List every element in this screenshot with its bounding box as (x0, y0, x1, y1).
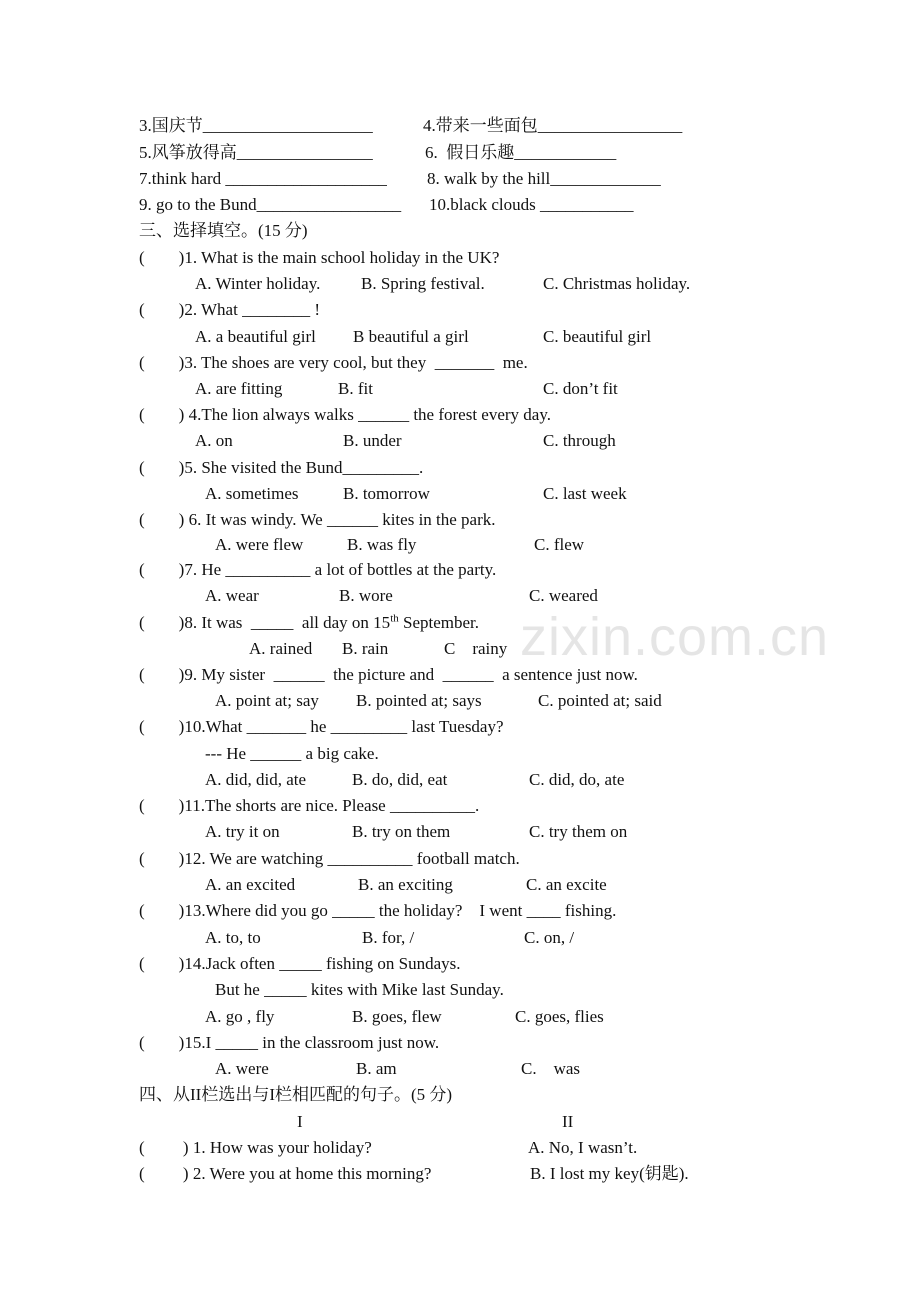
q2-stem: ( )2. What ________ ! (139, 300, 320, 319)
match-item-1: ( ) 1. How was your holiday? (139, 1138, 372, 1157)
q14-stem: ( )14.Jack often _____ fishing on Sundays. (139, 954, 461, 973)
q7-option-c: C. weared (529, 586, 598, 605)
match-item-2: ( ) 2. Were you at home this morning? (139, 1164, 432, 1183)
watermark: zixin.com.cn (520, 607, 830, 667)
q5-option-a: A. sometimes (205, 484, 299, 503)
q12-option-b: B. an exciting (358, 875, 453, 894)
q10-stem-2: --- He ______ a big cake. (205, 744, 379, 763)
q11-stem: ( )11.The shorts are nice. Please __________. (139, 796, 480, 815)
q6-option-a: A. were flew (215, 535, 304, 554)
q11-option-c: C. try them on (529, 822, 628, 841)
q8-stem (139, 613, 479, 633)
q6-option-c: C. flew (534, 535, 585, 554)
q15-option-b: B. am (356, 1059, 397, 1078)
q14-option-a: A. go , fly (205, 1007, 275, 1026)
q4-option-a: A. on (195, 431, 233, 450)
q3-option-a: A. are fitting (195, 379, 283, 398)
q3-stem: ( )3. The shoes are very cool, but they _______ me. (139, 353, 528, 372)
vocab-6: 6. 假日乐趣____________ (425, 143, 617, 162)
q8-option-b: B. rain (342, 639, 389, 658)
q8-option-c: C rainy (444, 639, 508, 658)
q1-option-b: B. Spring festival. (361, 274, 485, 293)
q11-option-b: B. try on them (352, 822, 451, 841)
vocab-3: 3.国庆节____________________ (139, 116, 373, 135)
q4-option-b: B. under (343, 431, 402, 450)
vocab-9: 9. go to the Bund_________________ (139, 195, 402, 214)
match-answer-a: A. No, I wasn’t. (528, 1138, 638, 1157)
q12-option-a: A. an excited (205, 875, 296, 894)
q2-option-a: A. a beautiful girl (195, 327, 316, 346)
q5-option-b: B. tomorrow (343, 484, 430, 503)
vocab-4: 4.带来一些面包_________________ (423, 116, 683, 135)
q10-stem: ( )10.What _______ he _________ last Tuesday? (139, 717, 504, 736)
q15-option-c: C. was (521, 1059, 581, 1078)
q14-option-c: C. goes, flies (515, 1007, 604, 1026)
q15-option-a: A. were (215, 1059, 269, 1078)
q8-stem-tail: September. (398, 613, 480, 632)
q10-option-c: C. did, do, ate (529, 770, 625, 789)
q8-stem-superscript: th (390, 612, 399, 625)
q3-option-c: C. don’t fit (543, 379, 618, 398)
q15-stem: ( )15.I _____ in the classroom just now. (139, 1033, 440, 1052)
q7-stem: ( )7. He __________ a lot of bottles at the party. (139, 560, 497, 579)
column-i-header: I (297, 1112, 303, 1131)
q8-option-a: A. rained (249, 639, 313, 658)
vocab-5: 5.风筝放得高________________ (139, 143, 373, 162)
q4-option-c: C. through (543, 431, 616, 450)
q1-option-a: A. Winter holiday. (195, 274, 321, 293)
q9-option-a: A. point at; say (215, 691, 319, 710)
q12-stem: ( )12. We are watching __________ football match. (139, 849, 520, 868)
q14-stem-2: But he _____ kites with Mike last Sunday. (215, 980, 504, 999)
vocab-7: 7.think hard ___________________ (139, 169, 387, 188)
q13-stem: ( )13.Where did you go _____ the holiday? I went ____ fishing. (139, 901, 617, 920)
q13-option-a: A. to, to (205, 928, 261, 947)
match-answer-b: B. I lost my key(钥匙). (530, 1164, 689, 1183)
vocab-10: 10.black clouds ___________ (429, 195, 634, 214)
q7-option-b: B. wore (339, 586, 393, 605)
q3-option-b: B. fit (338, 379, 373, 398)
q6-stem: ( ) 6. It was windy. We ______ kites in the park. (139, 510, 496, 529)
vocab-8: 8. walk by the hill_____________ (427, 169, 661, 188)
column-ii-header: II (562, 1112, 574, 1131)
q6-option-b: B. was fly (347, 535, 417, 554)
q12-option-c: C. an excite (526, 875, 607, 894)
q2-option-b: B beautiful a girl (353, 327, 469, 346)
q5-option-c: C. last week (543, 484, 627, 503)
q7-option-a: A. wear (205, 586, 259, 605)
q14-option-b: B. goes, flew (352, 1007, 442, 1026)
q9-option-c: C. pointed at; said (538, 691, 662, 710)
q10-option-b: B. do, did, eat (352, 770, 448, 789)
section4-title: 四、从II栏选出与I栏相匹配的句子。(5 分) (139, 1085, 453, 1104)
q13-option-b: B. for, / (362, 928, 415, 947)
q10-option-a: A. did, did, ate (205, 770, 307, 789)
q2-option-c: C. beautiful girl (543, 327, 652, 346)
q9-stem: ( )9. My sister ______ the picture and ______ a sentence just now. (139, 665, 638, 684)
q9-option-b: B. pointed at; says (356, 691, 482, 710)
q4-stem: ( ) 4.The lion always walks ______ the forest every day. (139, 405, 551, 424)
q5-stem: ( )5. She visited the Bund_________. (139, 458, 424, 477)
q13-option-c: C. on, / (524, 928, 575, 947)
section3-title: 三、选择填空。(15 分) (139, 221, 308, 240)
q11-option-a: A. try it on (205, 822, 280, 841)
q1-option-c: C. Christmas holiday. (543, 274, 691, 293)
q1-stem: ( )1. What is the main school holiday in the UK? (139, 248, 500, 267)
q8-stem-text: ( )8. It was _____ all day on 15 (139, 613, 391, 632)
